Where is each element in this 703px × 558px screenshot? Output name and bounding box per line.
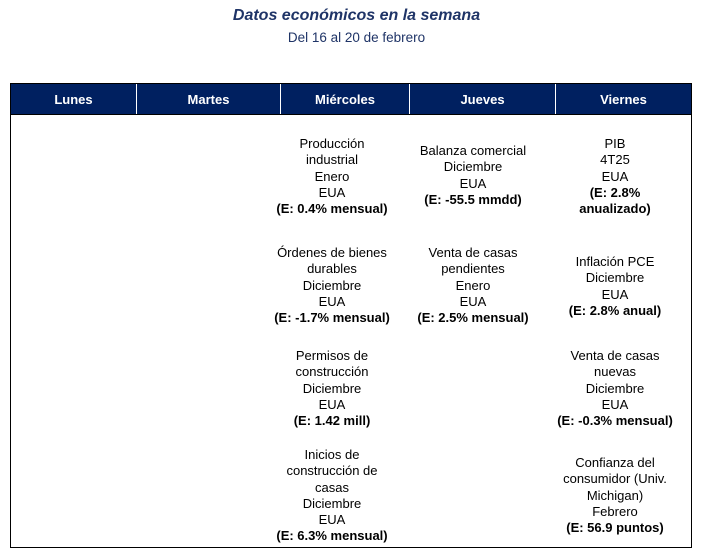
event-permisos-construccion: Permisos de construcción Diciembre EUA (E: 1.42 mill) <box>293 348 371 429</box>
page-subtitle: Del 16 al 20 de febrero <box>287 30 426 45</box>
event-venta-casas-nuevas: Venta de casas nuevas Diciembre EUA (E: -0.3% mensual) <box>557 348 673 429</box>
event-ordenes-bienes-durables: Órdenes de bienes durables Diciembre EUA (E: -1.7% mensual) <box>274 245 390 326</box>
column-header-jueves: Jueves <box>410 84 556 114</box>
column-header-viernes: Viernes <box>600 91 647 107</box>
event-inflacion-pce: Inflación PCE Diciembre EUA (E: 2.8% anual) <box>568 254 662 318</box>
weekly-calendar-table <box>10 83 692 548</box>
column-header-miercoles: Miércoles <box>281 84 410 114</box>
event-inicios-construccion-casas: Inicios de construcción de casas Diciembre EUA (E: 6.3% mensual) <box>276 447 388 544</box>
table-header <box>11 84 691 115</box>
event-produccion-industrial: Producción industrial Enero EUA (E: 0.4% mensual) <box>276 136 388 217</box>
column-header-martes: Martes <box>137 84 281 114</box>
event-pib: PIB 4T25 EUA (E: 2.8% anualizado) <box>579 136 651 217</box>
column-header-lunes: Lunes <box>11 84 137 114</box>
event-balanza-comercial: Balanza comercial Diciembre EUA (E: -55.5 mmdd) <box>419 143 527 207</box>
event-confianza-consumidor: Confianza del consumidor (Univ. Michigan) Febrero (E: 56.9 puntos) <box>563 455 667 536</box>
event-venta-casas-pendientes: Venta de casas pendientes Enero EUA (E: 2.5% mensual) <box>417 245 529 326</box>
page-title: Datos económicos en la semana <box>232 7 481 24</box>
